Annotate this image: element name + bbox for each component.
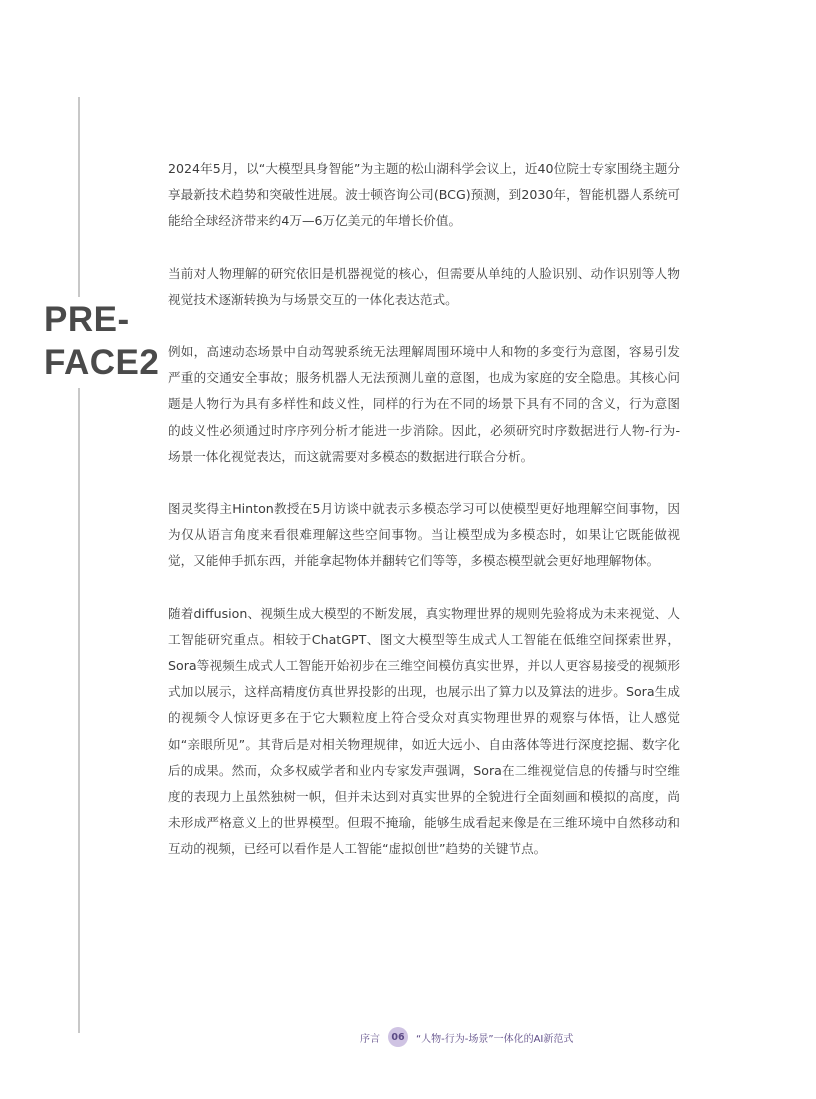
page-footer: [360, 1027, 573, 1047]
footer-doc-title: “人物-行为-场景”一体化的AI新范式: [416, 1033, 574, 1045]
section-title-line1: PRE-: [44, 300, 130, 339]
paragraph-4: 图灵奖得主Hinton教授在5月访谈中就表示多模态学习可以使模型更好地理解空间事物，因为仅从语言角度来看很难理解这些空间事物。当让模型成为多模态时，如果让它既能做视觉，又能伸手抓东西，并能拿起物体并翻转它们等等，多模态模型就会更好地理解物体。: [168, 501, 680, 569]
paragraph-1: 2024年5月，以“大模型具身智能”为主题的松山湖科学会议上，近40位院士专家围绕主题分享最新技术趋势和突破性进展。波士顿咨询公司(BCG)预测，到2030年，智能机器人系统可能给全球经济带来约4万—6万亿美元的年增长价值。: [168, 161, 680, 229]
page-number-badge: 06: [388, 1027, 408, 1047]
paragraph-5: 随着diffusion、视频生成大模型的不断发展，真实物理世界的规则先验将成为未来视觉、人工智能研究重点。相较于ChatGPT、图文大模型等生成式人工智能在低维空间探索世界，Sora等视频生成式人工智能开始初步在三维空间模仿真实世界，并以人更容易接受的视频形式加以展示，这样高精度仿真世界投影的出现，也展示出了算力以及算法的进步。Sora生成的视频令人惊讶更多在于它大颗粒度上符合受众对真实物理世界的观察与体悟，让人感觉如“亲眼所见”。其背后是对相关物理规律，如近大远小、自由落体等进行深度挖掘、数字化后的成果。然而，众多权威学者和业内专家发声强调，Sora在二维视觉信息的传播与时空维度的表现力上虽然独树一帜，但并未达到对真实世界的全貌进行全面刻画和模拟的高度，尚未形成严格意义上的世界模型。但瑕不掩瑜，能够生成看起来像是在三维环境中自然移动和互动的视频，已经可以看作是人工智能“虚拟创世”趋势的关键节点。: [168, 605, 680, 857]
vertical-rule-bottom: [78, 388, 80, 1033]
paragraph-2: 当前对人物理解的研究依旧是机器视觉的核心，但需要从单纯的人脸识别、动作识别等人物视觉技术逐渐转换为与场景交互的一体化表达范式。: [168, 265, 680, 307]
vertical-rule-top: [78, 97, 80, 297]
footer-section-label: 序言: [360, 1033, 380, 1045]
paragraph-3: 例如，高速动态场景中自动驾驶系统无法理解周围环境中人和物的多变行为意图，容易引发严重的交通安全事故；服务机器人无法预测儿童的意图，也成为家庭的安全隐患。其核心问题是人物行为具有多样性和歧义性，同样的行为在不同的场景下具有不同的含义，行为意图的歧义性必须通过时序序列分析才能进一步消除。因此，必须研究时序数据进行人物-行为-场景一体化视觉表达，而这就需要对多模态的数据进行联合分析。: [168, 344, 680, 464]
section-title: [44, 298, 159, 384]
body-text: [168, 156, 680, 889]
section-title-line2: FACE2: [44, 343, 160, 382]
